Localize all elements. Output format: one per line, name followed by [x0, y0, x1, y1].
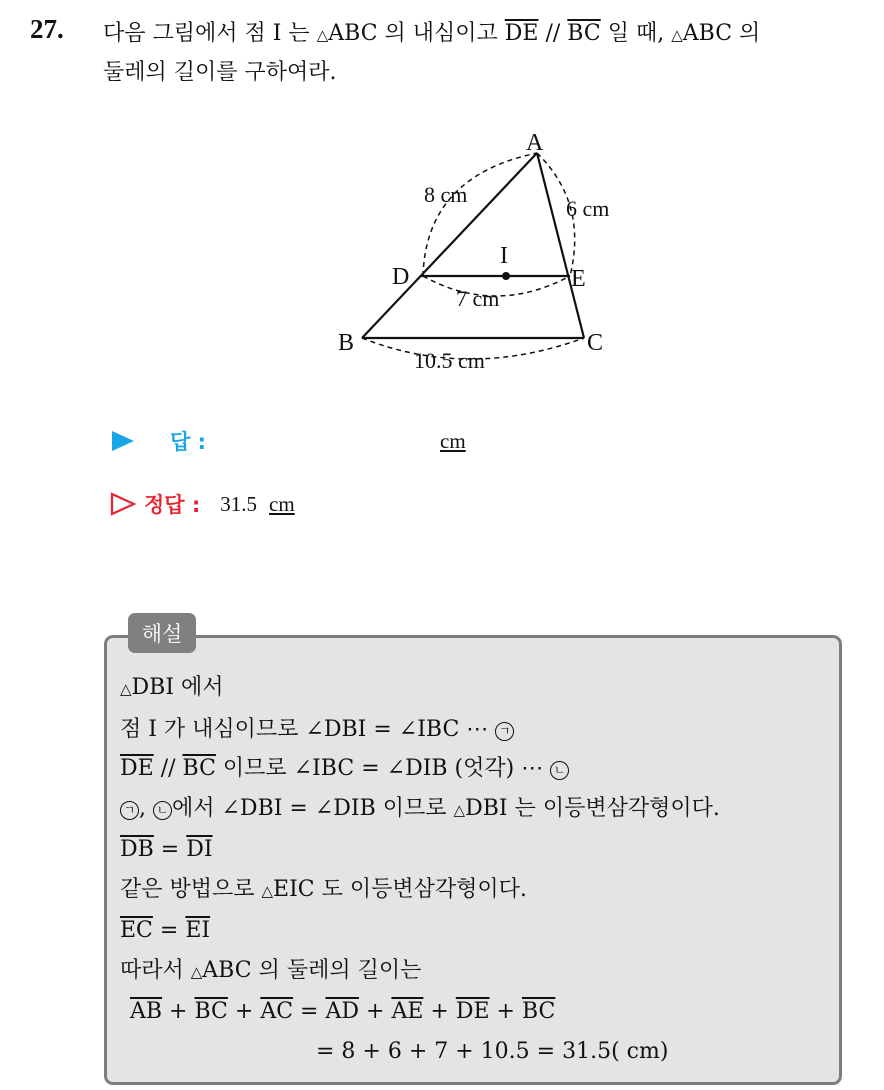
solution-text-part: EIC 도 이등변삼각형이다. [273, 876, 527, 902]
solution-line-1 [120, 668, 835, 710]
parallel-symbol: // [538, 21, 568, 46]
length-de: 7 cm [456, 286, 500, 311]
circled-nieun-icon: ㄴ [550, 761, 569, 780]
correct-unit: cm [269, 491, 295, 516]
segment-bc: $\overline{BC}$ [182, 756, 216, 781]
solution-text-part: ABC 의 둘레의 길이는 [202, 957, 422, 983]
solution-tag: 해설 [128, 613, 196, 653]
triangle-symbol: △ [120, 680, 132, 698]
question-number: 27. [30, 14, 64, 44]
equals-symbol: = [293, 999, 326, 1024]
segment-ec: $\overline{EC}$ [120, 918, 153, 943]
correct-answer-row [110, 487, 295, 521]
segment-bc: $\overline{BC}$ [194, 999, 228, 1024]
segment-de: $\overline{DE}$ [120, 756, 154, 781]
length-bc: 10.5 cm [414, 348, 485, 373]
incenter-point [502, 272, 510, 280]
label-a: A [526, 130, 544, 156]
solution-line-3 [120, 749, 835, 789]
side-ab [362, 153, 537, 338]
plus-symbol: + [489, 999, 522, 1024]
triangle-symbol: △ [453, 800, 466, 819]
segment-di: $\overline{DI}$ [186, 837, 213, 862]
dimension-arcs [362, 153, 584, 359]
label-e: E [571, 266, 586, 292]
solution-text-part: DBI 는 이등변삼각형이다. [465, 795, 720, 821]
solution-line-9 [120, 992, 835, 1032]
length-ad: 8 cm [424, 182, 468, 207]
plus-symbol: + [423, 999, 456, 1024]
triangle-symbol: △ [190, 962, 203, 981]
solution-line-6 [120, 870, 835, 912]
triangle-figure [320, 118, 630, 388]
triangle-symbol: △ [316, 26, 329, 44]
segment-ae: $\overline{AE}$ [391, 999, 424, 1024]
question-line-1 [103, 15, 873, 54]
segment-bc: $\overline{BC}$ [521, 999, 556, 1024]
label-c: C [587, 330, 604, 356]
parallel-symbol: // [153, 756, 183, 781]
solution-text [120, 668, 835, 1071]
segment-db: $\overline{DB}$ [120, 837, 154, 862]
answer-label: 답 : [170, 430, 206, 454]
plus-symbol: + [227, 999, 261, 1024]
segment-ad: $\overline{AD}$ [325, 999, 360, 1024]
question-text-part: 일 때, [600, 21, 672, 46]
answer-unit: cm [440, 428, 466, 453]
outline-arrow-icon [110, 492, 136, 516]
side-ac [537, 153, 584, 338]
solution-text-part: DBI 에서 [131, 675, 224, 700]
solution-text-part: 같은 방법으로 [120, 876, 262, 902]
solution-text-part: , [139, 795, 153, 821]
equals-symbol: = [152, 918, 186, 943]
solution-text-part: = 8 + 6 + 7 + 10.5 = 31.5( cm) [316, 1038, 669, 1064]
segment-ab: $\overline{AB}$ [130, 999, 163, 1024]
label-d: D [392, 264, 410, 290]
solution-line-10 [120, 1032, 835, 1072]
segment-ac: $\overline{AC}$ [260, 999, 294, 1024]
question-text-part: ABC 의 [682, 21, 761, 46]
label-i: I [500, 243, 508, 269]
solution-text-part: 점 I 가 내심이므로 ∠DBI = ∠IBC ⋯ [120, 716, 496, 742]
triangle-symbol: △ [261, 881, 274, 900]
segment-de: $\overline{DE}$ [504, 21, 539, 46]
solution-line-4 [120, 789, 835, 831]
segment-ei: $\overline{EI}$ [185, 918, 211, 943]
segment-de: $\overline{DE}$ [455, 999, 490, 1024]
answer-row [110, 424, 466, 458]
solution-text-part: 에서 ∠DBI = ∠DIB 이므로 [172, 795, 454, 821]
play-arrow-icon [110, 429, 136, 453]
length-ae: 6 cm [566, 196, 610, 221]
solution-line-5 [120, 830, 835, 870]
circled-nieun-icon: ㄴ [153, 801, 172, 820]
circled-giyeok-icon: ㄱ [495, 722, 514, 741]
equals-symbol: = [153, 837, 187, 862]
solution-text-part: 이므로 ∠IBC = ∠DIB (엇각) ⋯ [215, 756, 551, 781]
segment-bc: $\overline{BC}$ [567, 21, 601, 46]
question-text-part: ABC 의 내심이고 [328, 21, 505, 46]
correct-label: 정답 : [144, 493, 201, 517]
question-text-part: 다음 그림에서 점 I 는 [103, 21, 317, 46]
solution-text-part: 따라서 [120, 957, 191, 983]
triangle-symbol: △ [671, 26, 683, 44]
question-line-2: 둘레의 길이를 구하여라. [103, 60, 337, 85]
solution-line-2 [120, 710, 835, 750]
label-b: B [338, 330, 355, 356]
circled-giyeok-icon: ㄱ [120, 801, 139, 820]
solution-line-7 [120, 911, 835, 951]
solution-line-8 [120, 951, 835, 993]
plus-symbol: + [359, 999, 392, 1024]
question-text [103, 15, 873, 91]
plus-symbol: + [162, 999, 195, 1024]
correct-value: 31.5 [220, 491, 258, 516]
